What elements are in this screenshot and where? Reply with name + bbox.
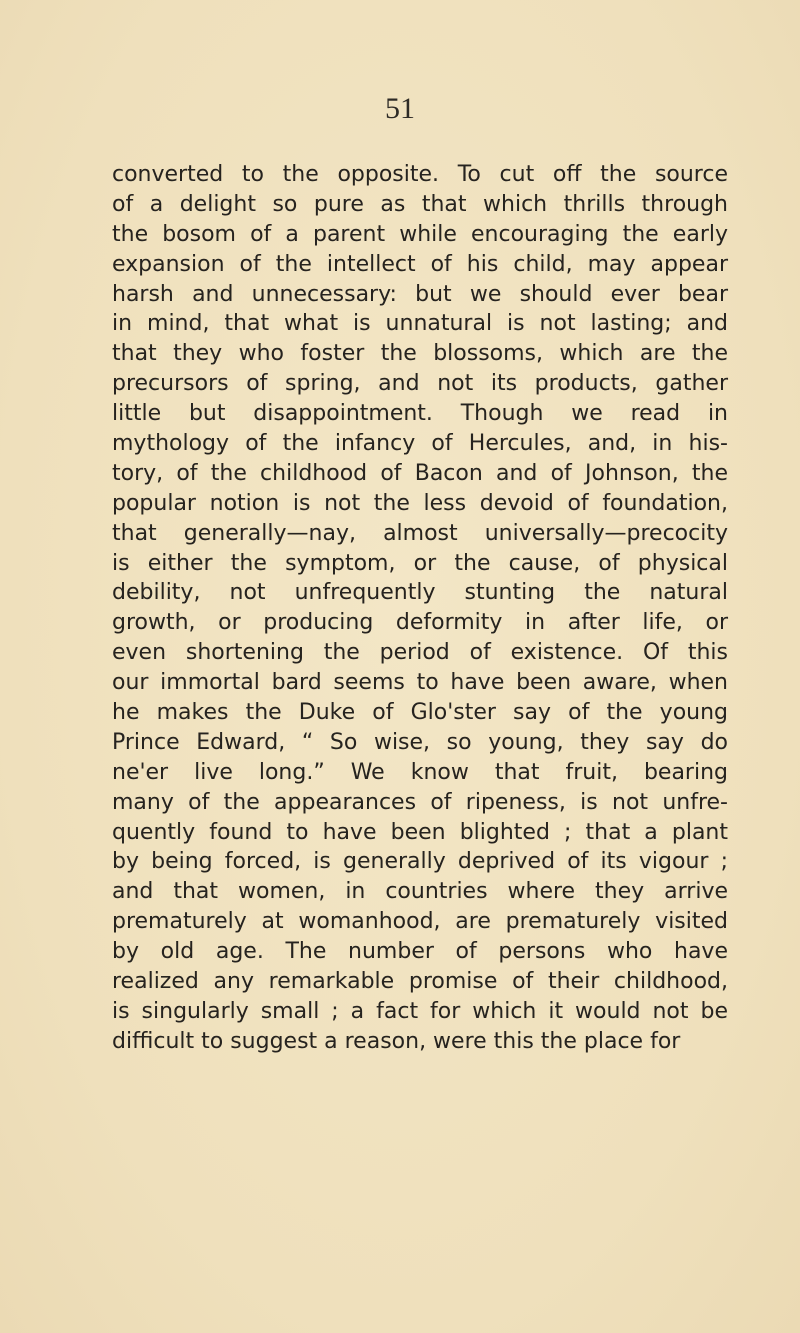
text-line: is either the symptom, or the cause, of physical	[112, 550, 728, 576]
text-line: that generally—nay, almost universally—precocity	[112, 520, 728, 546]
text-line: the bosom of a parent while encouraging the early	[112, 221, 728, 247]
text-line: little but disappointment. Though we read in	[112, 401, 728, 427]
text-line: is singularly small ; a fact for which it would not be	[112, 998, 728, 1024]
text-line: difficult to suggest a reason, were this the place for	[112, 1028, 681, 1054]
page-number: 51	[385, 92, 415, 125]
text-line: Prince Edward, “ So wise, so young, they say do	[112, 729, 728, 755]
text-line: growth, or producing deformity in after life, or	[112, 610, 728, 636]
text-line: mythology of the infancy of Hercules, and, in his-	[112, 431, 728, 457]
text-line: quently found to have been blighted ; that a plant	[112, 819, 728, 845]
text-line: popular notion is not the less devoid of foundation,	[112, 490, 728, 516]
text-line: realized any remarkable promise of their childhood,	[112, 969, 728, 995]
text-line: harsh and unnecessary: but we should ever bear	[112, 281, 728, 307]
text-line: expansion of the intellect of his child, may appear	[112, 251, 728, 277]
text-line: by old age. The number of persons who have	[112, 939, 728, 965]
text-line: of a delight so pure as that which thrills through	[112, 191, 728, 217]
body-text	[112, 160, 728, 1057]
text-line: our immortal bard seems to have been aware, when	[112, 670, 728, 696]
text-line: that they who foster the blossoms, which are the	[112, 341, 728, 367]
text-line: by being forced, is generally deprived of its vigour ;	[112, 849, 728, 875]
text-line: precursors of spring, and not its products, gather	[112, 371, 728, 397]
text-line: ne'er live long.” We know that fruit, bearing	[112, 759, 728, 785]
text-line: converted to the opposite. To cut off the source	[112, 162, 728, 187]
text-line: tory, of the childhood of Bacon and of Johnson, the	[112, 460, 728, 486]
text-line: in mind, that what is unnatural is not lasting; and	[112, 311, 728, 337]
text-line: and that women, in countries where they arrive	[112, 879, 728, 905]
text-line: many of the appearances of ripeness, is not unfre-	[112, 789, 728, 815]
text-line: he makes the Duke of Glo'ster say of the young	[112, 700, 728, 726]
text-line: prematurely at womanhood, are prematurely visited	[112, 909, 728, 935]
text-line: debility, not unfrequently stunting the natural	[112, 580, 728, 606]
text-line: even shortening the period of existence. Of this	[112, 640, 728, 666]
